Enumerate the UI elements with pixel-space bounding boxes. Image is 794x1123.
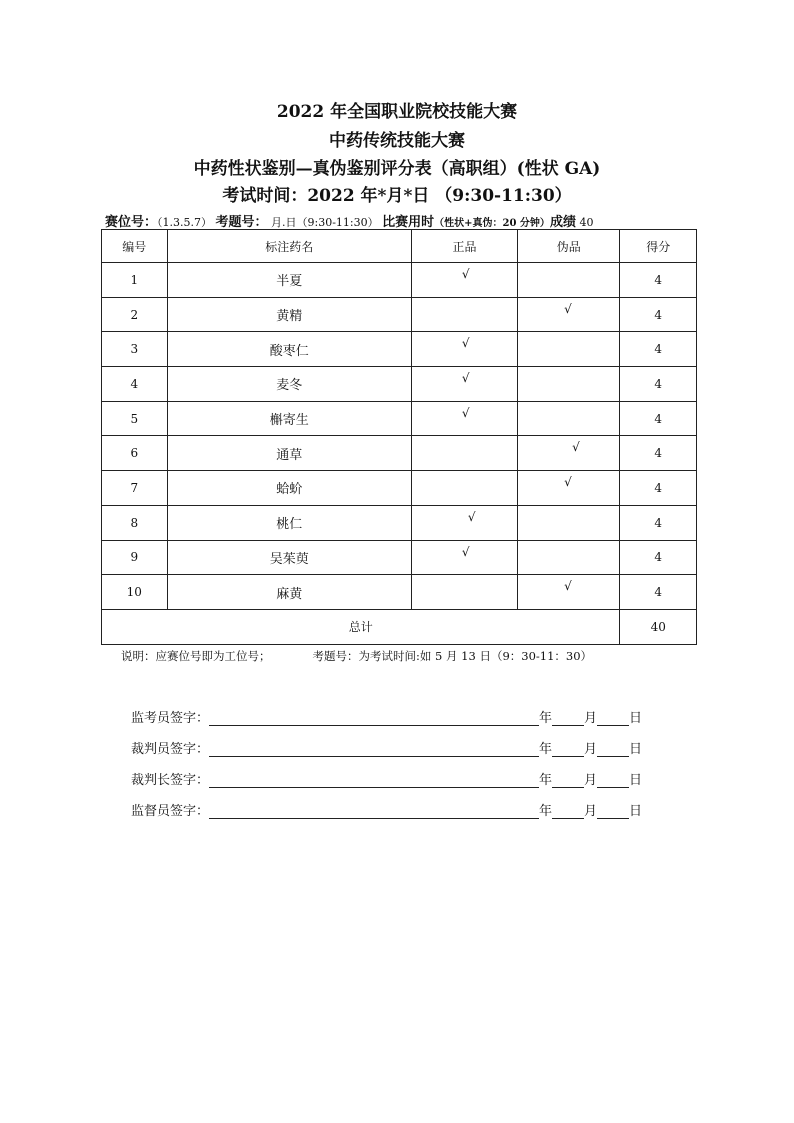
signature-year: 年: [539, 804, 553, 819]
row-genuine-check: √: [461, 405, 470, 420]
footnote-right: 考题号：为考试时间:如 5 月 13 日（9：30-11：30）: [312, 649, 593, 663]
signature-month: 月: [584, 742, 598, 757]
signature-day: 日: [629, 711, 643, 726]
score-label: 成绩: [549, 215, 576, 230]
row-fake-cell: [518, 471, 620, 506]
header-name: 标注药名: [167, 230, 411, 263]
time-detail: （性状+真伪：20 分钟）: [434, 218, 550, 229]
row-genuine-check: √: [461, 371, 470, 386]
signature-day-blank[interactable]: [597, 773, 629, 788]
row-genuine-cell: [411, 297, 517, 332]
row-score: 4: [620, 367, 697, 402]
row-name: 吴茱萸: [167, 540, 411, 575]
row-fake-check: √: [564, 301, 572, 316]
signature-day-blank[interactable]: [597, 804, 629, 819]
row-no: 2: [102, 297, 168, 332]
row-score: 4: [620, 297, 697, 332]
title-exam-time: 考试时间：2022 年*月*日 （9:30-11:30）: [222, 186, 572, 206]
signature-day: 日: [629, 773, 643, 788]
row-score: 4: [620, 575, 697, 610]
row-genuine-cell: [411, 540, 517, 575]
title-event: 中药传统技能大赛: [329, 131, 465, 151]
table-header-row: [102, 230, 697, 263]
exam-value: 月.日（9:30-11:30）: [271, 216, 379, 229]
exam-label: 考题号：: [215, 215, 268, 230]
row-genuine-cell: [411, 505, 517, 540]
row-fake-cell: [518, 263, 620, 298]
signature-day-blank[interactable]: [597, 711, 629, 726]
header-fake: 伪品: [518, 230, 620, 263]
score-value: 40: [579, 216, 594, 229]
signature-label: 监督员签字：: [131, 804, 210, 819]
total-label: 总计: [102, 609, 620, 644]
row-fake-check: √: [572, 440, 580, 455]
signature-line[interactable]: [209, 742, 539, 757]
table-row: [102, 575, 697, 610]
time-label: 比赛用时: [382, 215, 435, 230]
table-row: [102, 471, 697, 506]
row-genuine-check: √: [461, 336, 470, 351]
row-score: 4: [620, 471, 697, 506]
signature-month: 月: [584, 773, 598, 788]
title-competition: 2022 年全国职业院校技能大赛: [276, 102, 518, 122]
row-no: 7: [102, 471, 168, 506]
row-name: 通草: [167, 436, 411, 471]
row-fake-cell: [518, 367, 620, 402]
row-fake-cell: [518, 575, 620, 610]
row-no: 1: [102, 263, 168, 298]
score-table: [101, 229, 697, 645]
row-no: 8: [102, 505, 168, 540]
table-row: [102, 263, 697, 298]
signature-month-blank[interactable]: [552, 804, 584, 819]
row-genuine-cell: [411, 332, 517, 367]
row-genuine-cell: [411, 436, 517, 471]
signature-line[interactable]: [209, 773, 539, 788]
row-fake-check: √: [564, 475, 572, 490]
row-name: 麻黄: [167, 575, 411, 610]
footnote: [121, 648, 592, 664]
row-no: 6: [102, 436, 168, 471]
row-no: 5: [102, 401, 168, 436]
seat-value: （1.3.5.7）: [157, 216, 212, 229]
signature-row-supervisor: [131, 800, 642, 819]
signature-line[interactable]: [209, 804, 539, 819]
table-row: [102, 367, 697, 402]
row-fake-cell: [518, 297, 620, 332]
signature-day: 日: [629, 742, 643, 757]
signature-year: 年: [539, 773, 553, 788]
row-fake-check: √: [564, 579, 572, 594]
table-row: [102, 297, 697, 332]
row-genuine-cell: [411, 575, 517, 610]
row-genuine-check: √: [467, 509, 476, 524]
row-score: 4: [620, 401, 697, 436]
row-name: 桃仁: [167, 505, 411, 540]
table-row: [102, 505, 697, 540]
signature-month-blank[interactable]: [552, 711, 584, 726]
row-no: 10: [102, 575, 168, 610]
header-score: 得分: [620, 230, 697, 263]
row-no: 9: [102, 540, 168, 575]
total-value: 40: [620, 609, 697, 644]
header-genuine: 正品: [411, 230, 517, 263]
row-name: 麦冬: [167, 367, 411, 402]
row-name: 黄精: [167, 297, 411, 332]
signature-row-proctor: [131, 707, 642, 726]
row-genuine-cell: [411, 263, 517, 298]
signature-label: 监考员签字：: [131, 711, 210, 726]
row-score: 4: [620, 505, 697, 540]
row-genuine-check: √: [461, 267, 470, 281]
row-genuine-check: √: [461, 544, 470, 559]
row-fake-cell: [518, 401, 620, 436]
signature-label: 裁判长签字：: [131, 773, 210, 788]
title-form: 中药性状鉴别—真伪鉴别评分表（高职组）(性状 GA): [193, 159, 601, 179]
row-name: 蛤蚧: [167, 471, 411, 506]
signature-day-blank[interactable]: [597, 742, 629, 757]
row-fake-cell: [518, 540, 620, 575]
row-score: 4: [620, 540, 697, 575]
table-row: [102, 401, 697, 436]
row-genuine-cell: [411, 401, 517, 436]
total-row: [102, 609, 697, 644]
signature-month: 月: [584, 804, 598, 819]
row-score: 4: [620, 263, 697, 298]
signature-month-blank[interactable]: [552, 742, 584, 757]
signature-month-blank[interactable]: [552, 773, 584, 788]
seat-label: 赛位号：: [105, 215, 158, 230]
signature-row-chief-judge: [131, 769, 642, 788]
row-name: 酸枣仁: [167, 332, 411, 367]
row-no: 3: [102, 332, 168, 367]
table-row: [102, 436, 697, 471]
row-fake-cell: [518, 436, 620, 471]
signature-year: 年: [539, 711, 553, 726]
row-score: 4: [620, 332, 697, 367]
header-no: 编号: [102, 230, 168, 263]
row-genuine-cell: [411, 367, 517, 402]
signature-month: 月: [584, 711, 598, 726]
row-score: 4: [620, 436, 697, 471]
row-name: 半夏: [167, 263, 411, 298]
row-genuine-cell: [411, 471, 517, 506]
signature-line[interactable]: [209, 711, 539, 726]
info-line: [105, 211, 705, 230]
row-name: 槲寄生: [167, 401, 411, 436]
table-row: [102, 332, 697, 367]
signature-day: 日: [629, 804, 643, 819]
signature-label: 裁判员签字：: [131, 742, 210, 757]
row-no: 4: [102, 367, 168, 402]
row-fake-cell: [518, 332, 620, 367]
row-fake-cell: [518, 505, 620, 540]
signature-row-judge: [131, 738, 642, 757]
table-row: [102, 540, 697, 575]
footnote-left: 说明：应赛位号即为工位号；: [121, 649, 271, 663]
signature-year: 年: [539, 742, 553, 757]
